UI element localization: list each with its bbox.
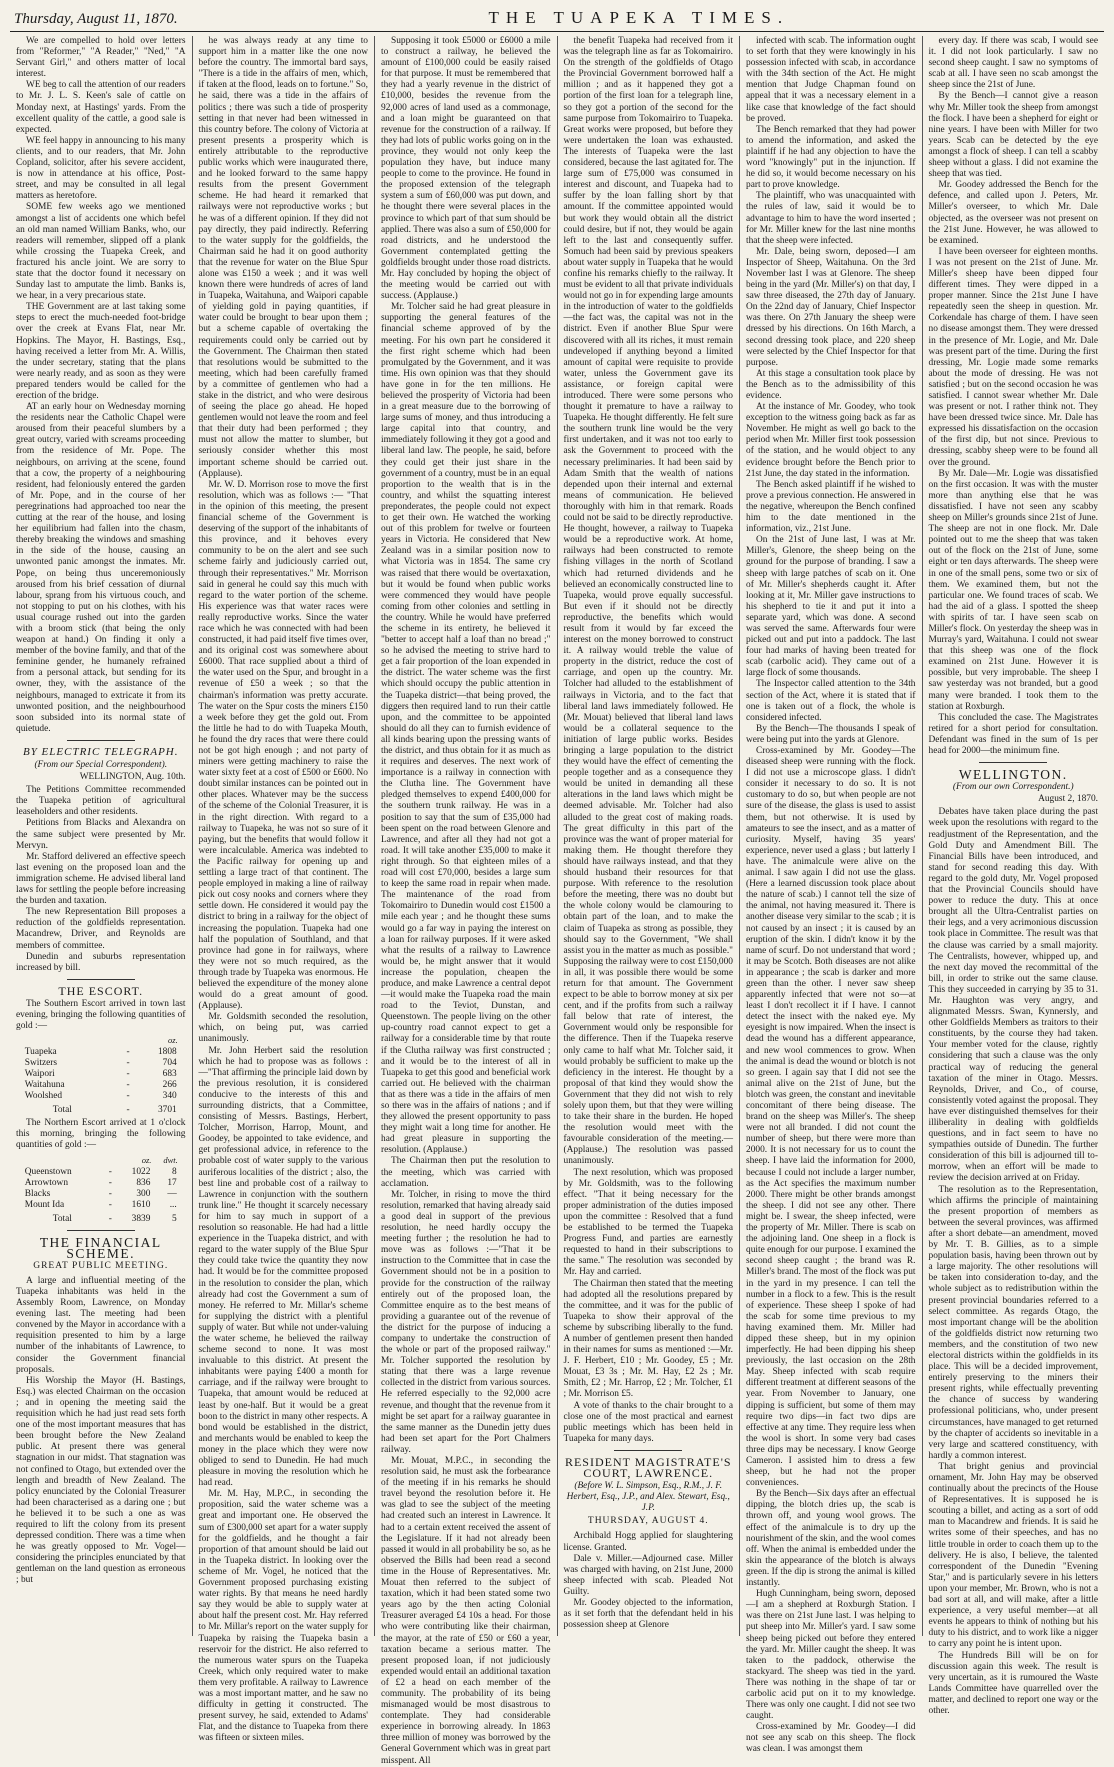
column-4 — [558, 36, 741, 1636]
escort-oz: 1022 — [131, 1166, 151, 1177]
leader-dash: - — [126, 1058, 130, 1069]
court-body-continued — [929, 36, 1099, 757]
column-1 — [10, 36, 193, 1636]
divider — [979, 762, 1047, 763]
escort-dwt: 17 — [167, 1177, 177, 1188]
escort-dwt: — — [167, 1188, 177, 1199]
court-paragraph: I have been overseer for eighteen months. I was not present on the 21st of June. Mr. Miller's sheep have been dipped four different times. They were dipped in a proper manner. Since the 21st June I have repeatedly seen the sheep in question. Mr. Corkendale has charge of them. I have seen no disease amongst them. They were dressed in the presence of Mr. Logie, and Mr. Dale was present part of the time. During the first dressing, Mr. Logie made some remarks about the mode of dressing. He was not satisfied ; but on the second occasion he was satisfied. I cannot swear whether Mr. Dale was present or not. I rather think not. They have been dressed twice since. Mr. Dale has expressed his dissatisfaction on the occasion of the first dip, but not since. Previous to dressing, scabby sheep were to be found all over the ground. — [928, 246, 1098, 468]
leader-dash: - — [108, 1188, 112, 1199]
escort-intro-southern: The Southern Escort arrived in town last evening, bringing the following quantities of gold :— — [16, 998, 186, 1032]
article-paragraph: The Chairman then put the resolution to the meeting, which was carried with acclamation. — [381, 1156, 551, 1189]
escort-row — [23, 1069, 179, 1080]
escort-row — [23, 1178, 179, 1189]
article-paragraph: That bright genius and provincial ornament, Mr. John Hay may be observed continually about the precincts of the House of Representatives. It is supposed he is scouting a billet, and acting as a sort of odd man to Macandrew and friends. It is said he writes some of their speeches, and has no little trouble in order to coach them up to the delivery. He is also, I believe, the talented correspondent of the Dunedin "Evening Star," and is particularly severe in his letters upon your member, Mr. Brown, who is not a bad sort at all, and will make, after a little experience, a very useful member—at all events he appears to think of nothing but his duty to his district, and to work like a nigger to carry any point he is intent upon. — [928, 1461, 1098, 1650]
court-paragraph: Mr. Dale, being sworn, deposed—I am Inspector of Sheep, Waitahuna. On the 3rd November last I was at Glenore. The sheep being in the yard (Mr. Miller's) on that day, I saw three diseased, the 27th day of January. On the 22nd day of January, Chief Inspector was there. On 27th January the sheep were dressed by his directions. On 16th March, a second dressing took place, and 220 sheep were selected by the Chief Inspector for that purpose. — [746, 246, 916, 368]
court-paragraph: every day. If there was scab, I would see it. I did not look particularly. I saw no second sheep caught. I saw no symptoms of scab at all. I have seen no scab amongst the sheep since the 21st of June. — [928, 36, 1098, 91]
total-oz: 3839 — [131, 1213, 151, 1224]
leader-dash: - — [108, 1177, 112, 1188]
notice-paragraph: THE Government are at last taking some steps to erect the much-needed foot-bridge over the creek at Evans Flat, near Mr. Hopkins. The Mayor, H. Bastings, Esq., having received a letter from Mr. A. Willis, the under secretary, stating that the plans were nearly ready, and as soon as they were prepared tenders would be called for the erection of the bridge. — [16, 302, 186, 401]
court-paragraph: At the instance of Mr. Goodey, who took exception to the witness going back as far as November. He might as well go back to the period when Mr. Miller first took possession of the station, and he would object to any evidence brought before the Bench prior to 21st June, the day stated in the information. — [746, 402, 916, 479]
escort-oz: 266 — [162, 1080, 177, 1091]
escort-place: Woolshed — [24, 1091, 63, 1102]
escort-oz: 340 — [162, 1091, 177, 1102]
article-paragraph: Mr. Mouat, M.P.C., in seconding the resolution said, he must ask the forbearance of the meeting if in his remarks he should travel beyond the resolution before it. He was glad to see the subject of the meeting had created such an interest in Lawrence. It had to a certain extent received the assent of the Legislature. If it had not already been passed it would in all probability be so, as he observed the Bills had been read a second time in the House of Representatives. Mr. Mouat then referred to the subject of taxation, which it had been stated some two years ago by the then acting Colonial Treasurer averaged £4 10s a head. For those who were contributing like their chairman, the mayor, at the rate of £50 or £60 a year, taxation became a serious matter. The present proposed loan, if not judiciously expended would entail an additional taxation of £2 a head on each member of the community. The probability of its being mismanaged would be most disastrous to contemplate. They had considerable experience in borrowing already. In 1863 three million of money was borrowed by the General Government which was in great part misspent. All — [381, 1456, 551, 1766]
escort-dwt: 8 — [172, 1166, 177, 1177]
court-paragraph: Dale v. Miller.—Adjourned case. Miller was charged with having, on 21st June, 2000 sheep infected with scab. Pleaded Not Guilty. — [563, 1553, 733, 1597]
column-5 — [740, 36, 923, 1755]
telegraph-dateline: WELLINGTON, Aug. 10th. — [79, 772, 186, 783]
article-paragraph: Mr. W. D. Morrison rose to move the first resolution, which was as follows :— "That in the opinion of this meeting, the present financial scheme of the Government is deserving of the support of the inhabitants of this province, and it behoves every community to be on the alert and see such scheme fairly and judiciously carried out, through their representatives." Mr. Morrison said in general he could say this much with regard to the water portion of the scheme. His experience was that water races were really reproductive works. Since the water race which he was connected with had been constructed, it had paid itself five times over, and its original cost was somewhere about £6000. That race supplied about a third of the water used on the Spur, and brought in a revenue of £50 a week ; so that the chairman's information was pretty accurate. The water on the Spur costs the miners £150 a week before they get the gold out. From the little he had to do with Tuapeka Mouth, he found the dry races that were there could not be got high enough ; and not party of miners were getting machinery to raise the water sixty feet at a cost of £500 or £600. No doubt similar instances can be pointed out in other places. Whatever may be the success of the scheme of the Colonial Treasurer, it is in the right direction. With regard to a railway to Tuapeka, he was not so sure of it paying, but the benefits that would follow it were incalculable. America was indebted to the Pacific railway for opening up and settling a large tract of that continent. The people employed in making a line of railway pick out cosy nooks and corners where they settle down. He considered it would pay the district to bring in a railway for the object of increasing the population. Tuapeka had one half the population of Southland, and that province had gone in for railways, where they were not so much required, as the through trade by Tuapeka was enormous. He believed the expenditure of the money alone would do a great amount of good. (Applause). — [198, 479, 368, 1012]
telegraph-paragraph: The new Representation Bill proposes a reduction of the goldfields representation. Macandrew, Driver, and Reynolds are members of committee. — [16, 907, 186, 951]
article-paragraph: the benefit Tuapeka had received from it was the telegraph line as far as Tokomairiro. On the strength of the goldfields of Otago the Provincial Government borrowed half a million ; and as it happened they got a portion of the first loan for a telegraph line, so they got a portion of the second for the same purpose from Tokomairiro to Tuapeka. Great works were proposed, but before they were undertaken the loan was exhausted. The interests of Tuapeka were the last considered, because the last agitated for. The large sum of £75,000 was consumed in interest and discount, and Tuapeka had to suffer by the loan falling short by that amount. If the committee appointed would but work they would obtain all the district could desire, but if not, they would be again left to the last and consequently suffer. Somuch had been said by previous speakers about water supply in Tuapeka that he would confine his remarks chiefly to the railway. It must be evident to all that private individuals would not go in for expending large amounts in the introduction of water to the goldfields—the fact was, the capital was not in the district. Even if another Blue Spur were discovered with all its riches, it must remain undeveloped if anything beyond a limited amount of capital were requisite to provide water, unless the Government gave its assistance, or foreign capital were introduced. There were some persons who thought it premature to have a railway to Tuapeka. He thought differently. He felt sure the southern trunk line would be the very first undertaken, and it was not too early to ask the Government to proceed with the necessary preliminaries. It had been said by Adam Smith that the wealth of nations depended upon their internal and external means of communication. He believed thoroughly with him in that remark. Roads could not be said to be directly reproductive. He thought, however, a railway to Tuapeka would be a reproductive work. At home, railways had been constructed to remote fishing villages in the north of Scotland which had returned dividends and he believed an economically constructed line to Tuapeka, would prove equally successful. But even if it should not be directly reproductive, the benefits which would result from it would by far exceed the interest on the money borrowed to construct it. A railway would treble the value of property in the district, reduce the cost of carriage, and open up the country. Mr. Tolcher had alluded to the establishment of railways in Victoria, and to the fact that liberal land laws immediately followed. He (Mr. Mouat) believed that liberal land laws would be a collateral sequence to the initiation of large public works. Besides bringing a large population to the district they would have the effect of cementing the people together and as a consequence they would be united in demanding all these alterations in the land laws which might be deemed advisable. Mr. Tolcher had also alluded to the great cost of making roads. The great difficulty in this part of the province was the want of proper material for making them. He thought therefore they should have railways instead, and that they should husband their resources for that purpose. With reference to the resolution before the meeting, there was no doubt but the whole colony would be clamouring to obtain part of the loan, and to make the claim of Tuapeka as strong as possible, they should say to the Government, "We shall assist you in the matter as much as possible." Supposing the railway were to cost £150,000 in all, it was possible there would be some return for that amount. The Government expect to be able to borrow money at six per cent, and if the profits from such a railway fall below that rate of interest, the Government would only be responsible for the difference. Then if the Tuapeka reserve only came to half what Mr. Tolcher said, it would probably be sufficient to make up the deficiency in the interest. He thought by a proposal of that kind they would show the Government that they did not wish to rely solely upon them, but that they were willing to take their share in the burden. He hoped the resolution would meet with the favourable consideration of the meeting.—(Applause.) The resolution was passed unanimously. — [563, 36, 733, 1167]
notice-paragraph: AT an early hour on Wednesday morning the residents near the Catholic Chapel were aroused from their peaceful slumbers by a great outcry, varied with screams proceeding from the residence of Mr. Pope. The neighbours, on arriving at the scene, found that a cow, the property of a neighbouring resident, had feloniously entered the garden of Mr. Pope, and in the course of her peregrinations had approached too near the cutting at the rear of the house, and losing her equilibrium had fallen into the chasm, thereby breaking the windows and smashing in the side of the house, causing an unwonted panic amongst the inmates. Mr. Pope, on being thus unceremoniously aroused from his brief cessation of diurnal labour, sprang from his virtuous couch, and not stopping to put on his clothes, with his usual courage rushed out into the garden with a broom stick (that being the only weapon at hand.) On finding it only a member of the bovine family, and that of the feminine gender, he humanely refrained from a personal attack, but sending for its owner, they, with the assistance of the neighbours, managed to extricate it from its unwonted position, and the neighbourhood soon subsided into its normal state of quietude. — [16, 402, 186, 734]
escort-place: Waipori — [24, 1069, 55, 1080]
telegraph-heading: BY ELECTRIC TELEGRAPH. — [22, 745, 179, 758]
wellington-source: (From our own Correspondent.) — [952, 782, 1074, 793]
article-paragraph: Mr. John Herbert said the resolution which he had to propose was as follows : —"That affirming the principle laid down by the previous resolution, it is considered conducive to the interests of this and surrounding districts, that a Committee, consisting of Messrs. Bastings, Herbert, Tolcher, Morrison, Harrop, Mount, and Goodey, be appointed to take evidence, and get professional advice, in reference to the probable cost of water supply to the various auriferous localities of the district ; also, the best line and probable cost of a railway to Lawrence in conjunction with the southern trunk line." He thought it scarcely necessary for him to say much in support of a resolution so reasonable. He had had a little experience in the Tuapeka district, and with regard to the water supply of the Blue Spur they could take twice the quantity they now had. It would be for the committee proposed in the resolution to consider the plan, which already had cost the Government a sum of money. He referred to Mr. Millar's scheme for supplying the district with a plentiful supply of water. But while not under-valuing the water scheme, he believed the railway scheme second to none. It was most invaluable to this district. At present the inhabitants were paying £400 a month for carriage, and if the railway were brought to Tuapeka, that amount would be reduced at least by one-half. But it would be a great boon to the district in many other respects. A bond would be established in the district, and merchants would be enabled to keep the money in the place which they were now obliged to send to Dunedin. He had much pleasure in moving the resolution which he had read. — [198, 1045, 368, 1489]
telegraph-source: (From our Special Correspondent). — [34, 760, 168, 770]
court-paragraph: Mr. Goodey objected to the information, as it set forth that the defendant held in his possession sheep at Glenore — [563, 1598, 733, 1631]
article-paragraph: The resolution as to the Representation, which affirms the principle of maintaining the present proportion of members as between the several provinces, was affirmed after a short debate—an amendment, moved by Mr. T. B. Gillies, as to a simple population basis, having been thrown out by a large majority. The other resolutions will be taken into consideration to-day, and the whole subject as to redistribution within the present provincial boundaries referred to a select committee. As regards Otago, the most important change will be the abolition of the goldfields district now returning two members, and the constitution of two new electoral districts within the goldfields in its place. This will be a decided improvement, entirely preserving to the miners their present rights, while effectually preventing the chance of success by wandering professional politicians, who, under present circumstances, have managed to get returned by the chapter of accidents so inevitable in a very large and scattered constituency, with hardly a common interest. — [928, 1184, 1098, 1461]
meeting-body-continued — [564, 36, 734, 1445]
court-bench: (Before W. L. Simpson, Esq., R.M., J. F. Herbert, Esq., J.P., and Alex. Stewart, Esq., J.P. — [566, 1481, 730, 1514]
article-paragraph: A vote of thanks to the chair brought to a close one of the most practical and earnest public meetings which has been held in Tuapeka for many days. — [563, 1400, 733, 1444]
court-paragraph: By the Bench—I cannot give a reason why Mr. Miller took the sheep from amongst the flock. I have been a shepherd for eight or nine years. I have been with Miller for two years. Scab can be detected by the eye amongst a flock of sheep. I can tell a scabby sheep without a glass. I did not examine the sheep that was tied. — [928, 91, 1098, 180]
leader-dash: - — [126, 1069, 130, 1080]
escort-place: Queenstown — [24, 1166, 72, 1177]
meeting-heading: THE FINANCIAL SCHEME. — [39, 1234, 162, 1261]
escort-table-southern — [23, 1034, 179, 1116]
court-paragraph: Cross-examined by Mr. Goodey—The diseased sheep were running with the flock. I did not use a microscope glass. I didn't consider it necessary to do so. It is not customary to do so, but when people are not sure of the disease, the glass is used to assist them, but not otherwise. It is used by amateurs to see the insect, and as a matter of curiosity. Myself, having 35 years' experience, never used a glass ; but latterly I have. The animalcule were alive on the animal. I saw again I did not use the glass. (Here a learned discussion took place about the nature of scab.) I cannot tell the size of the animal, not having measured it. There is another disease very similar to the scab ; it is not caused by an insect ; it is caused by an eruption of the skin. I didn't know it by the name of scurf. Do not understand that word ; it may be Scotch. Both diseases are not alike in appearance ; the scab is darker and more green than the other. I never saw sheep apparently infected that were not so—at least I don't recollect it if I have. I cannot detect the insect with the naked eye. My eyesight is now impaired. When the insect is dead the wound has a different appearance, and new wool commences to grow. When the animal is dead the wound or blotch is not so green. I again say that I did not see the animal alive on the 21st of June, but the blotch was green, the constant and inevitable concomitant of there being disease. The brand on the sheep was Miller's. The sheep were not all branded. I did not count the number of sheep, but there were more than 2000. It is not necessary for us to count the sheep. I have laid the information for 2000, because I could not include a larger number, as the Act specifies the maximum number 2000. There might be other brands amongst the sheep. I did not see any other. There might be. I swear, the sheep infected, were the property of Mr. Miller. There is scab on the adjoining land. One sheep in a flock is quite enough for our purpose. I examined the second sheep caught ; the brand was R. Miller's brand. The most of the flock was put in the yard in my presence. I can tell the number in a flock to a few. This is the result of experience. These sheep I spoke of had the scab for some time previous to my having examined them. Mr. Miller had dipped these sheep, but in my opinion imperfectly. He had been dipping his sheep previously, the last occasion on the 28th May. Sheep infected with scab require different treatment at different seasons of the year. From November to January, one dipping is sufficient, but some of them may require two dips—in fact two dips are effective at any time. They require less when the wool is short. In some very bad cases three dips may be necessary. I know George Cameron. I assisted him to dress a few sheep, but he had not the proper conveniences. — [746, 746, 916, 1489]
unit-oz: oz. — [141, 1154, 152, 1165]
leader-dash: - — [126, 1080, 130, 1091]
escort-row — [23, 1047, 179, 1058]
issue-date: Thursday, August 11, 1870. — [14, 11, 178, 27]
article-paragraph: Debates have taken place during the past week upon the resolutions with regard to the readjustment of the Representation, and the Gold Duty and Amendment Bill. The Financial Bills have been introduced, and stand for second reading this day. With regard to the gold duty, Mr. Vogel proposed that the Provincial Councils should have power to reduce the duty. This at once brought all the Ultra-Centralist parties on their legs, and a very acrimonious discussion took place in Committee. The result was that the clause was carried by a small majority. The Centralists, however, whipped up, and the next day moved the recommittal of the bill, in order to strike out the same clause. This they succeeded in carrying by 35 to 31. Mr. Haughton was very angry, and alignmated Messrs. Swan, Kynnersly, and other Goldfields Members as traitors to their constituents, by the course they had taken. Your member voted for the clause, rightly considering that such a clause was the only practical way of reducing the general taxation of the miner in Otago. Messrs. Reynolds, Driver, and Co., of course, consistently voted against the proposal. They have ever distinguished themselves for their illiberality in dealing with goldfields questions, and in fact seem to have no sympathies outside of Dunedin. The further consideration of this bill is adjourned till to-morrow, when an effort will be made to review the decision arrived at on Friday. — [928, 807, 1098, 1184]
unit-dwt: dwt. — [163, 1154, 178, 1165]
wellington-body — [929, 807, 1099, 1717]
column-2 — [193, 36, 376, 1744]
escort-row — [23, 1200, 179, 1211]
article-paragraph: His Worship the Mayor (H. Bastings, Esq.) was elected Chairman on the occasion ; and in opening the meeting said the requisition which he had just read sets forth one of the most important measures that has been brought before the New Zealand public. At present there was general stagnation in our midst. That stagnation was not confined to Otago, but extended over the length and breadth of New Zealand. The policy enunciated by the Colonial Treasurer had been characterised as a daring one ; but he believed it to be such a one as was required to lift the colony from its present depressed condition. There was a time when he was greatly opposed to Mr. Vogel—considering the principles enunciated by that gentleman on the land question as erroneous ; but — [16, 1375, 186, 1586]
divider — [67, 979, 135, 980]
court-body-continued — [746, 36, 916, 1756]
escort-row — [23, 1058, 179, 1069]
court-paragraph: This concluded the case. The Magistrates retired for a short period for consultation. Defendant was fined in the sum of 1s per head for 2000—the minimum fine. — [928, 712, 1098, 756]
total-oz: 3701 — [157, 1105, 177, 1116]
article-paragraph: Supposing it took £5000 or £6000 a mile to construct a railway, he believed the amount of £100,000 could be easily raised for that purpose. It must be remembered that they had a yearly revenue in the district of £10,000, besides the revenue from the 92,000 acres of land used as a commonage, and a loan might be guaranteed on that revenue for the construction of a railway. If they had lots of public works going on in the province, they would not only keep the population they have, but induce many people to come to the province. He found in the proposed extension of the telegraph system a sum of £60,000 was put down, and he thought there were several places in the province to which part of that sum should be applied. There was also a sum of £50,000 for road districts, and he understood the Government contemplated getting the goldfields brought under those road districts. Mr. Hay concluded by hoping the object of the meeting would be carried out with success. (Applause.) — [381, 36, 551, 302]
escort-total-row: Total - 3839 5 — [23, 1211, 179, 1225]
escort-row — [23, 1189, 179, 1200]
article-paragraph: he was always ready at any time to support him in a matter like the one now before the country. The immortal bard says, "There is a tide in the affairs of men, which, if taken at the flood, leads on to fortune." So, he said, there was a tide in the affairs of politics ; there was such a tide of prosperity setting in that never had been witnessed in this country before. The colony of Victoria at present presents a prosperity which is entirely attributable to the reproductive public works which were inaugurated there, and he looked forward to the same happy results from the present Government scheme. He had heard it remarked that railways were not reproductive works ; but he was of a different opinion. If they did not pay directly, they paid indirectly. Referring to the water supply for the goldfields, the Chairman said he had it on good authority that the revenue for water on the Blue Spur alone was £150 a week ; and it was well known there were hundreds of acres of land in Tuapeka, Waitahuna, and Waipori capable of yielding gold in paying quantities, if water could be brought to bear upon them ; but a scheme capable of overtaking the requirements could only be carried out by the Government. The Chairman then stated that resolutions would be submitted to the meeting, which had been carefully framed by a committee of gentlemen who had a stake in the district, and who were desirous of seeing the place go ahead. He hoped gentlemen would not leave the room and feel that their duty had been performed ; they must not allow the matter to slumber, but seriously consider whether this most important scheme should be carried out. (Applause). — [198, 36, 368, 479]
escort-place: Switzers — [24, 1058, 58, 1069]
escort-oz: 1610 — [131, 1199, 151, 1210]
court-paragraph: Archibald Hogg applied for slaughtering license. Granted. — [563, 1531, 733, 1553]
notice-paragraph: We are compelled to hold over letters from "Reformer," "A Reader," "Ned," "A Servant Girl," and others matter of local interest. — [16, 36, 186, 80]
court-paragraph: By the Bench—Six days after an effectual dipping, the blotch dries up, the scab is thrown off, and young wool grows. The effect of the animalcule is to dry up the nourishment of the skin, and the wool comes off. When the animal is embedded under the skin the appearance of the blotch is always green. If the dip is strong the animal is killed instantly. — [746, 1489, 916, 1589]
meeting-body — [16, 1276, 186, 1587]
divider — [614, 1450, 682, 1451]
court-paragraph: Cross-examined by Mr. Goodey—I did not see any scab on this sheep. The flock was clean. I was amongst them — [746, 1722, 916, 1755]
telegraph-paragraph: Dunedin and suburbs representation increased by bill. — [16, 951, 186, 973]
leader-dash: - — [126, 1091, 130, 1102]
article-paragraph: Mr. Goldsmith seconded the resolution, which, on being put, was carried unanimously. — [198, 1012, 368, 1045]
escort-oz: 300 — [136, 1188, 151, 1199]
escort-table-northern — [23, 1154, 179, 1225]
court-paragraph: The Bench remarked that they had power to amend the information, and asked the plaintiff if he had any objection to have the word "knowingly" put in the injunction. If he did so, it would become necessary on his part to prove knowledge. — [746, 124, 916, 191]
total-dwt: 5 — [172, 1213, 177, 1224]
court-paragraph: The Bench asked plaintiff if he wished to prove a previous connection. He answered in the negative, whereupon the Bench confined him to the date mentioned in the information, viz., 21st June. — [746, 479, 916, 535]
escort-place: Tuapeka — [24, 1047, 57, 1058]
leader-dash: - — [108, 1166, 112, 1177]
columns — [10, 36, 1104, 1766]
total-label: Total — [52, 1105, 72, 1116]
escort-row — [23, 1167, 179, 1178]
court-paragraph: infected with scab. The information ought to set forth that they were knowingly in his possession infected with scab, in accordance with the 34th section of the Act. He might mention that Judge Chapman found on appeal that it was a necessary element in a like case that knowledge of the fact should be proved. — [746, 36, 916, 124]
escort-place: Mount Ida — [24, 1199, 65, 1210]
telegraph-paragraph: The Petitions Committee recommended the Tuapeka petition of agricultural leaseholders and other residents. — [16, 785, 186, 818]
article-paragraph: The next resolution, which was proposed by Mr. Goldsmith, was to the following effect. "That it being necessary for the proper administration of the duties imposed upon the committee : Resolved that a fund be established to be termed the Tuapeka Progress Fund, and parties are earnestly requested to hand in their subscriptions to the same." The resolution was seconded by Mr. Hay and carried. — [563, 1167, 733, 1278]
court-paragraph: On the 21st of June last, I was at Mr. Miller's, Glenore, the sheep being on the ground for the purpose of branding. I saw a sheep with large patches of scab on it. One of Mr. Miller's shepherds caught it. After looking at it, Mr. Miller gave instructions to his shepherd to tie it and put it into a separate yard, which was done. A second was served the same. Afterwards four were picked out and put into a paddock. The last four had marks of having been treated for scab (carbolic acid). They came out of a large flock of some thousands. — [746, 535, 916, 679]
meeting-subheading: GREAT PUBLIC MEETING. — [33, 1260, 169, 1271]
column-3 — [375, 36, 558, 1766]
court-paragraph: By Mr. Dale—Mr. Logie was dissatisfied on the first occasion. It was with the muster more than anything else that he was dissatisfied. I have not seen any scabby sheep on Miller's grounds since 21st of June. The sheep are not in one flock. Mr. Dale pointed out to me the sheep that was taken out of the flock on the 21st of June, some eight or ten days afterwards. The sheep were in one of the small pens, some two or six of them. We examined them, but not the particular one. We found traces of scab. We had the aid of a glass. I spotted the sheep with spirits of tar. I have seen scab on Miller's flock. On yesterday the sheep was in Murray's yard, Waitahuna. I could not swear that this sheep was one of the flock examined on 21st June. However it is possible, but very improbable. The sheep I saw yesterday was not branded, but a good many were branded. I took them to the station at Roxburgh. — [928, 468, 1098, 712]
article-paragraph: A large and influential meeting of the Tuapeka inhabitants was held in the Assembly Room, Lawrence, on Monday evening last. The meeting had been convened by the Mayor in accordance with a requisition presented to him by a large number of the inhabitants of Lawrence, to consider the Government financial proposals. — [16, 1275, 186, 1375]
escort-row — [23, 1080, 179, 1091]
divider — [67, 740, 135, 741]
notice-paragraph: WE beg to call the attention of our readers to Mr. J. L. S. Keen's sale of cattle on Monday next, at Hastings' yards. From the excellent quality of the cattle, a good sale is expected. — [16, 80, 186, 135]
court-paragraph: At this stage a consultation took place by the Bench as to the admissibility of this evidence. — [746, 368, 916, 401]
escort-place: Arrowtown — [24, 1177, 69, 1188]
meeting-body-continued — [199, 36, 369, 1744]
meeting-body-continued — [381, 36, 551, 1767]
escort-dwt: ... — [169, 1199, 177, 1210]
escort-oz: 1808 — [157, 1047, 177, 1058]
article-paragraph: Mr. M. Hay, M.P.C., in seconding the proposition, said the water scheme was a great and important one. He observed the sum of £300,000 set apart for a water supply for the goldfields, and he thought a fair proportion of that amount should be laid out in the Tuapeka district. In looking over the scheme of Mr. Vogel, he noticed that the Government proposed purchasing existing water rights. By that means he need hardly say they would be able to supply water at about half the present cost. Mr. Hay referred to Mr. Millar's report on the water supply for Tuapeka by raising the Tuapeka basin a reservoir for the district. He also referred to the numerous water spurs on the Tuapeka Creek, which only required water to make them very profitable. A railway to Lawrence was a most important matter, and he saw no difficulty in getting it constructed. The present survey, he said, extended to Adams' Flat, and the distance to Tuapeka from there was fifteen or sixteen miles. — [198, 1489, 368, 1744]
telegraph-paragraph: Mr. Stafford delivered an effective speech last evening on the proposed loan and the immigration scheme. He advised liberal land laws for settling the people before increasing the burden and taxation. — [16, 851, 186, 907]
court-paragraph: By the Bench—The thousands I speak of were being put into the yards at Glenore. — [746, 723, 916, 745]
escort-place: Blacks — [24, 1188, 51, 1199]
divider — [67, 1230, 135, 1231]
court-day: THURSDAY, AUGUST 4. — [587, 1516, 709, 1527]
escort-heading: THE ESCORT. — [58, 983, 144, 998]
court-paragraph: Mr. Goodey addressed the Bench for the defence, and called upon J. Peters, Mr. Miller's overseer, to which Mr. Dale objected, as the overseer was not present on the 21st June. However, he was allowed to be examined. — [928, 180, 1098, 246]
leader-dash: - — [108, 1199, 112, 1210]
escort-row — [23, 1091, 179, 1102]
column-6 — [923, 36, 1105, 1716]
escort-oz: 683 — [162, 1069, 177, 1080]
leader-dash: - — [126, 1047, 130, 1058]
newspaper-title: THE TUAPEKA TIMES. — [488, 8, 790, 27]
escort-place: Waitahuna — [24, 1080, 65, 1091]
court-paragraph: Hugh Cunningham, being sworn, deposed—I am a shepherd at Roxburgh Station. I was there on 21st June last. I was helping to put sheep into Mr. Miller's yard. I saw some sheep being picked out before they entered the yard. Mr. Miller caught the sheep. It was taken to the paddock, otherwise the stackyard. The sheep was tied in the yard. There was nothing in the shape of tar or carbolic acid put on it to my knowledge. There was only one caught. I did not see two caught. — [746, 1589, 916, 1722]
telegraph-paragraph: Petitions from Blacks and Alexandra on the same subject were presented by Mr. Mervyn. — [16, 818, 186, 851]
article-paragraph: The Hundreds Bill will be on for discussion again this week. The result is very uncertain, as it is rumoured the Waste Lands Committee have quarrelled over the matter, and declined to report one way or the other. — [928, 1650, 1098, 1716]
escort-total-row: Total - 3701 — [23, 1102, 179, 1116]
wellington-heading: WELLINGTON. — [958, 767, 1068, 783]
article-paragraph: The Chairman then stated that the meeting had adopted all the resolutions prepared by the committee, and it was for the public of Tuapeka to show their approval of the scheme by subscribing liberally to the fund. A number of gentlemen present then handed in their names for sums as mentioned :—Mr. J. F. Herbert, £10 ; Mr. Goodey, £5 ; Mr. Mouat, £3 3s ; Mr. M. Hay, £2 2s ; Mr. Smith, £2 ; Mr. Harrop, £2 ; Mr. Tolcher, £1 ; Mr. Morrison £5. — [563, 1278, 733, 1400]
escort-intro-northern: The Northern Escort arrived at 1 o'clock this morning, bringing the following quantities of gold :— — [16, 1118, 186, 1151]
masthead — [10, 6, 1104, 32]
total-label: Total — [52, 1213, 72, 1224]
court-heading: RESIDENT MAGISTRATE'S COURT, LAWRENCE. — [564, 1454, 732, 1480]
article-paragraph: Mr. Tolcher, in rising to move the third resolution, remarked that having already said a good deal in support of the previous resolution, he need hardly occupy the meeting further ; the resolution he had to move was as follows :—"That it be instruction to the Committee that in case the Government should not be in a position to provide for the construction of the railway entirely out of the proposed loan, the Committee enquire as to the best means of providing a guarantee out of the revenue of the district for the purpose of inducing a company to undertake the construction of the whole or part of the proposed railway." Mr. Tolcher supported the resolution by stating that there was a large revenue collected in the district from various sources. He referred especially to the 92,000 acre revenue, and thought that the revenue from it might be set apart for a railway guarantee in the same manner as the Dunedin jetty dues had been set apart for the Port Chalmers railway. — [381, 1189, 551, 1455]
notice-paragraph: SOME few weeks ago we mentioned amongst a list of accidents one which befel an old man named William Banks, who, our readers will remember, slipped off a plank while crossing the Tuapeka Creek, and fractured his ancle joint. We are sorry to state that the doctor found it necessary on Sunday last to amputate the limb. Banks is, we hear, in a very precarious state. — [16, 202, 186, 302]
escort-oz: 704 — [162, 1058, 177, 1069]
wellington-dateline: August 2, 1870. — [1038, 794, 1098, 805]
local-notices — [16, 36, 186, 735]
escort-oz: 836 — [136, 1177, 151, 1188]
notice-paragraph: WE feel happy in announcing to his many clients, and to our readers, that Mr. John Copland, solicitor, after his severe accident, is now in attendance at his office, Post-street, and may be consulted in all legal matters as heretofore. — [16, 135, 186, 202]
telegraph-body — [16, 785, 186, 974]
court-body — [564, 1531, 734, 1631]
unit-oz: oz. — [168, 1035, 178, 1046]
court-paragraph: The Inspector called attention to the 34th section of the Act, where it is stated that if one is taken out of a flock, the whole is considered infected. — [746, 679, 916, 723]
article-paragraph: Mr. Tolcher said he had great pleasure in supporting the general features of the financial scheme approved of by the meeting. For his own part he considered it the first right scheme which had been promulgated by the Government, and it was time. His own opinion was that they should have gone in for the ten millions. He believed the prosperity of Victoria had been in a great measure due to the borrowing of large sums of money, and thus introducing a large capital into that country, and immediately following it they got a good and liberal land law. The people, he said, before they could get their just share in the government of a country, must be in an equal proportion to the wealth that is in the country, and whilst the squatting interest preponderates, the people could not expect to get their own. He watched the working out of this problem for twelve or fourteen years in Victoria. He considered that New Zealand was in a similar position now to what Victoria was in 1854. The same cry was raised that there would be overtaxation, but it would be found when public works were commenced they would have people coming from other colonies and settling in the country. While he would have preferred the scheme in its entirety, he believed it "better to accept half a loaf than no bread ;" so he advised the meeting to strive hard to get a fair proportion of the loan expended in the district. The water scheme was the first which should occupy the public attention in the Tuapeka district—that being proved, the diggers then required land to run their cattle upon, and the committee to be appointed should do all they can to furnish evidence of all kinds bearing upon the pressing wants of the district, and thus obtain for it as much as it requires and deserves. The next work of importance is a railway in connection with the Clutha line. The Government have pledged themselves to expend £400,000 for the southern trunk railway. He was in a position to say that the sum of £35,000 had been spent on the road between Glenore and Lawrence, and after all they had not got a road. It will take another £35,000 to make it right through. So that eighteen miles of a road will cost £70,000, besides a large sum to keep the same road in repair when made. The maintenance of the road from Tokomairiro to Dunedin would cost £1500 a mile each year ; and he thought these sums would go a far way in paying the interest on a loan for railway purposes. If it were asked what the results of a railway to Lawrence would be, he might answer that it would increase the population, cheapen the produce, and make Lawrence a central depot—it would make the Tuapeka road the main road to the Teviot, Dunstan, and Queenstown. The people living on the other up-country road cannot expect to get a railway for a considerable time by that route if the Clutha railway was first constructed ; and it would be to the interest of all in Tuapeka to get this good and beneficial work carried out. He believed with the chairman that as there was a tide in the affairs of men so there was in the affairs of nations ; and if they allowed the present opportunity to pass they might wait a long time for another. He had great pleasure in supporting the resolution. (Applause.) — [381, 302, 551, 1156]
court-paragraph: The plaintiff, who was unacquainted with the rules of law, said it would be to advantage to him to have the word inserted ; for Mr. Miller knew for the last nine months that the sheep were infected. — [746, 191, 916, 246]
